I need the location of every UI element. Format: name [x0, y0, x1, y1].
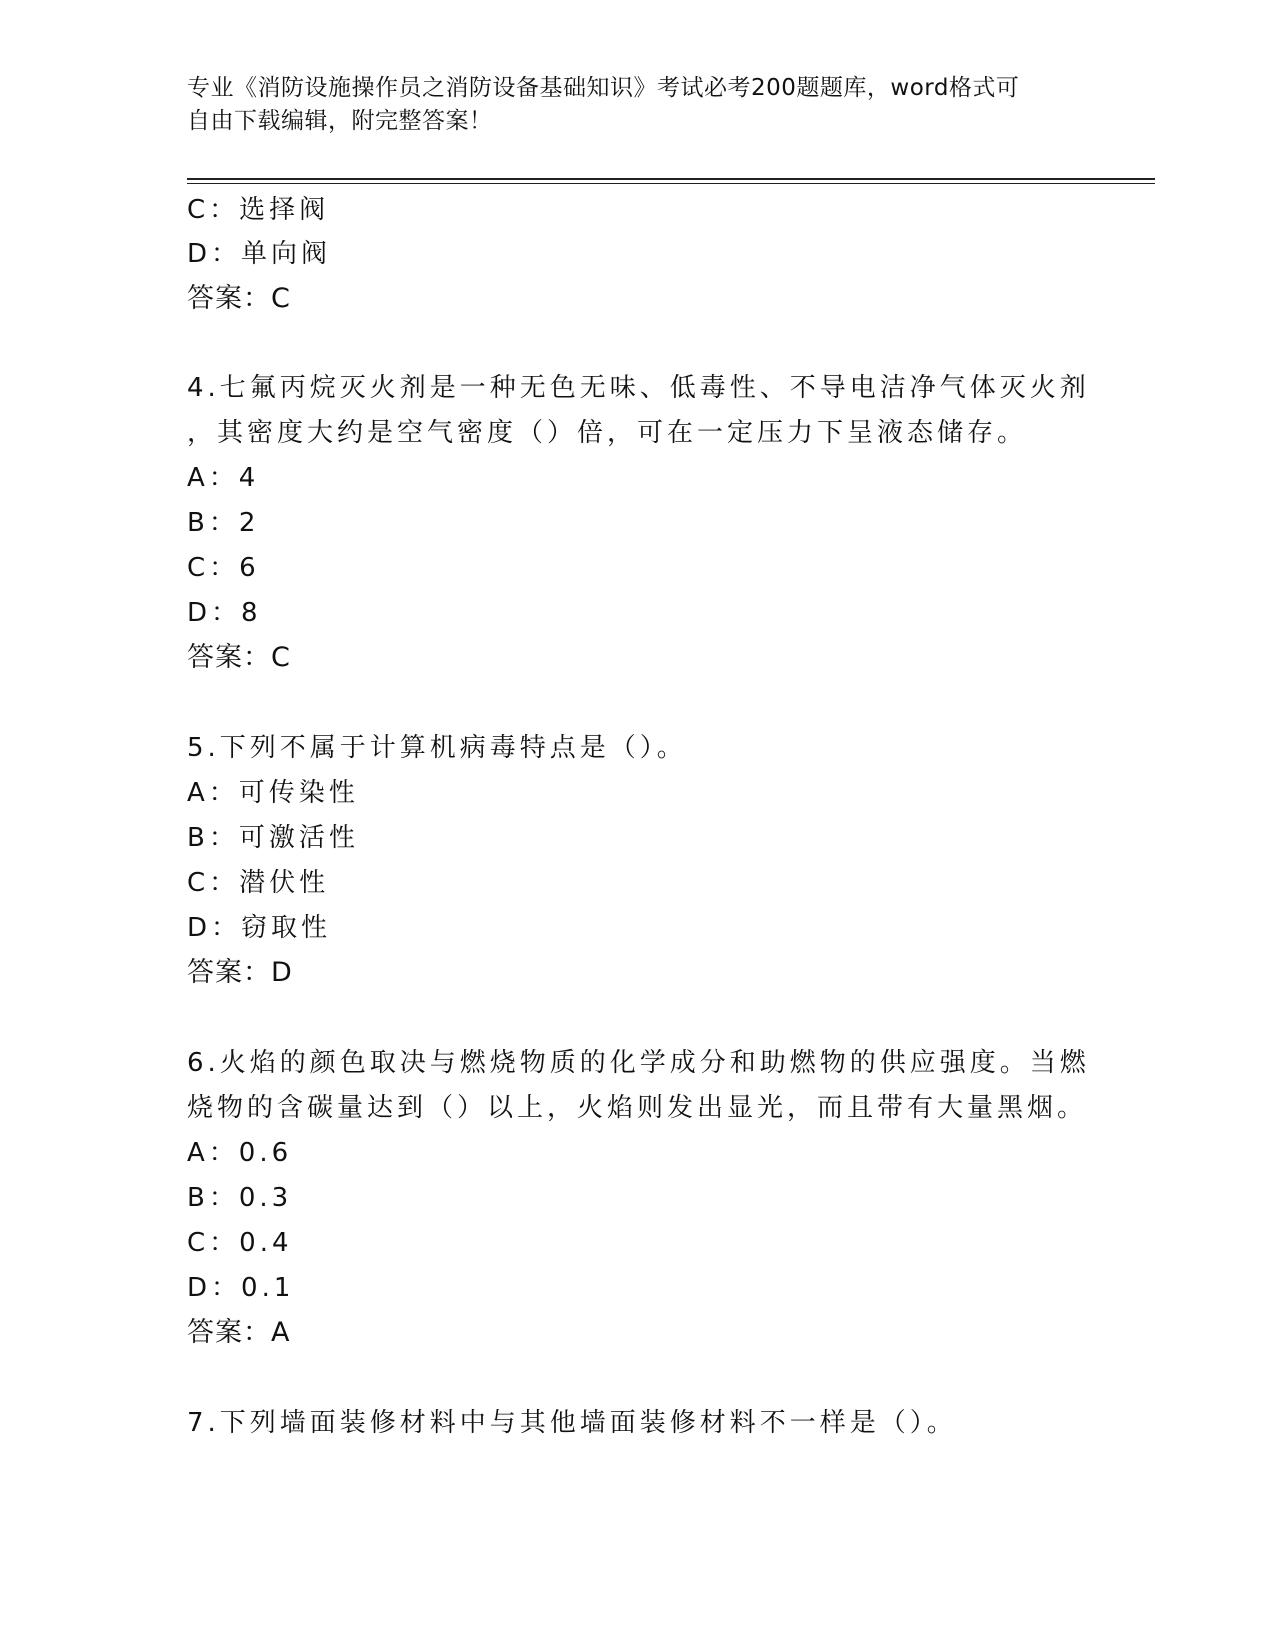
q6-option-c: C：0.4 [187, 1228, 293, 1258]
q6-text-line-2: 烧物的含碳量达到（）以上，火焰则发出显光，而且带有大量黑烟。 [187, 1093, 1088, 1123]
q4-option-c: C：6 [187, 553, 260, 583]
q6-answer: 答案：A [187, 1317, 291, 1348]
q5-option-b: B：可激活性 [187, 823, 359, 853]
q5-option-d: D：窃取性 [187, 913, 332, 943]
header-rule-thick [187, 178, 1155, 180]
q3-option-c: C：选择阀 [187, 195, 330, 225]
header-rule-thin [187, 183, 1155, 184]
q5-answer: 答案：D [187, 957, 293, 988]
q6-option-a: A：0.6 [187, 1138, 293, 1168]
header-line-2: 自由下载编辑，附完整答案！ [187, 108, 493, 134]
q4-option-d: D：8 [187, 598, 262, 628]
document-header [187, 72, 1067, 138]
q5-option-c: C：潜伏性 [187, 868, 330, 898]
q6-text-line-1: 6.火焰的颜色取决与燃烧物质的化学成分和助燃物的供应强度。当燃 [187, 1048, 1090, 1078]
q4-option-a: A：4 [187, 463, 260, 493]
q3-option-d: D：单向阀 [187, 239, 332, 269]
q7-text-line-1: 7.下列墙面装修材料中与其他墙面装修材料不一样是（）。 [187, 1408, 957, 1438]
q4-text-line-2: ，其密度大约是空气密度（）倍，可在一定压力下呈液态储存。 [187, 418, 1028, 448]
q4-option-b: B：2 [187, 508, 260, 538]
q3-answer: 答案：C [187, 283, 291, 314]
q4-text-line-1: 4.七氟丙烷灭火剂是一种无色无味、低毒性、不导电洁净气体灭火剂 [187, 373, 1090, 403]
q6-option-b: B：0.3 [187, 1183, 293, 1213]
header-line-1: 专业《消防设施操作员之消防设备基础知识》考试必考200题题库，word格式可 [187, 75, 1020, 101]
q5-text-line-1: 5.下列不属于计算机病毒特点是（）。 [187, 733, 687, 763]
q5-option-a: A：可传染性 [187, 778, 359, 808]
q4-answer: 答案：C [187, 642, 291, 673]
q6-option-d: D：0.1 [187, 1273, 295, 1303]
